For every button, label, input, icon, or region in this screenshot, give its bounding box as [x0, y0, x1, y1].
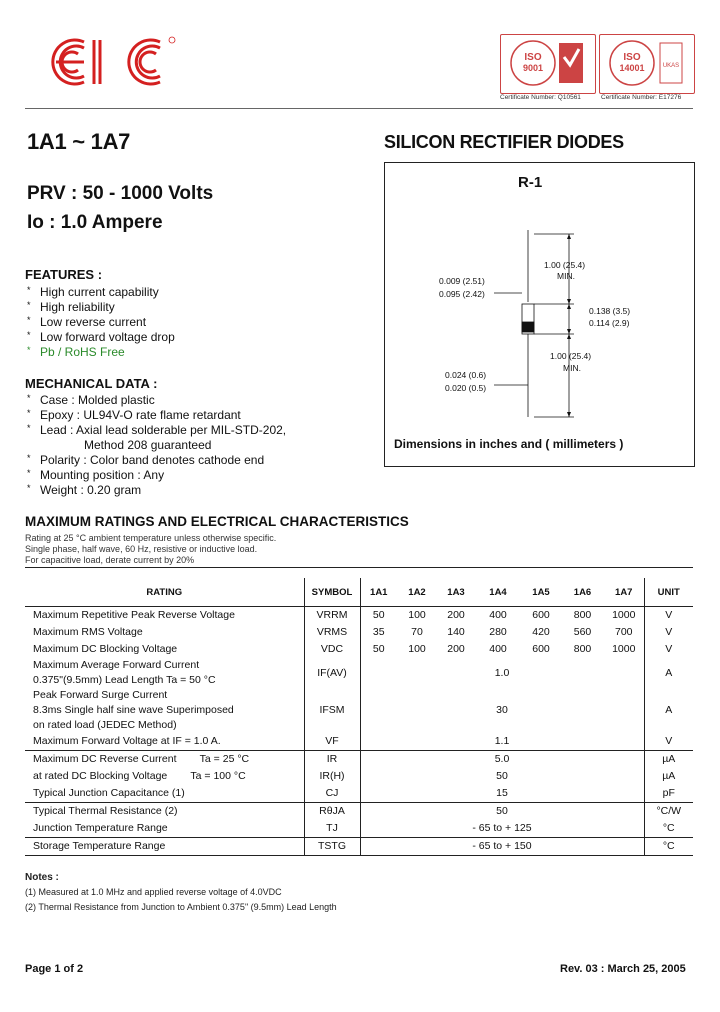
cell: 1.0	[360, 658, 644, 688]
mechanical-item: * Epoxy : UL94V-O rate flame retardant	[27, 408, 241, 422]
row-label: Typical Thermal Resistance (2)	[33, 805, 178, 817]
col-1a7: 1A7	[615, 586, 633, 598]
iso14001-badge	[599, 34, 695, 94]
cell: 70	[411, 626, 423, 638]
table-row	[25, 688, 693, 733]
cell: 35	[360, 624, 397, 641]
row-symbol: VF	[304, 733, 360, 751]
cell: 1000	[612, 643, 636, 655]
col-rating: RATING	[146, 586, 183, 598]
mechanical-item-cont: Method 208 guaranteed	[84, 438, 212, 452]
revision-date: Rev. 03 : March 25, 2005	[560, 963, 686, 975]
row-symbol: TSTG	[304, 838, 360, 856]
dim-top-lead: 1.00 (25.4)	[544, 260, 586, 270]
cell: 5.0	[360, 751, 644, 769]
cell: 1000	[612, 609, 636, 621]
cell: 560	[573, 626, 592, 638]
table-row	[25, 768, 693, 785]
row-unit: V	[644, 641, 693, 658]
row-label: Maximum Repetitive Peak Reverse Voltage	[33, 609, 235, 621]
row-unit: °C	[644, 838, 693, 856]
dim-wire1: 0.024 (0.6)	[445, 370, 487, 380]
row-label: at rated DC Blocking Voltage Ta = 100 °C	[33, 770, 246, 782]
feature-item: * Low reverse current	[27, 315, 147, 329]
prv-spec: PRV : 50 - 1000 Volts	[27, 183, 214, 204]
mechanical-item: * Case : Molded plastic	[27, 393, 155, 407]
mechanical-item: * Polarity : Color band denotes cathode end	[27, 453, 265, 467]
dimensions-caption: Dimensions in inches and ( millimeters )	[394, 437, 624, 451]
row-symbol: TJ	[304, 820, 360, 838]
col-1a6: 1A6	[573, 586, 592, 598]
row-label: Maximum Forward Voltage at IF = 1.0 A.	[33, 735, 221, 747]
table-row	[25, 785, 693, 803]
svg-text:ISO: ISO	[623, 52, 641, 63]
cell: 100	[408, 643, 426, 655]
table-row	[25, 803, 693, 821]
row-symbol: VRMS	[304, 624, 360, 641]
dim-body1: 0.138 (3.5)	[589, 306, 631, 316]
table-row	[25, 658, 693, 688]
dim-bot-min: MIN.	[563, 363, 581, 373]
dim-top-min: MIN.	[557, 271, 575, 281]
table-row	[25, 838, 693, 856]
row-symbol: VRRM	[304, 607, 360, 625]
diode-outline-drawing	[384, 162, 694, 442]
cell: 400	[489, 609, 507, 621]
svg-text:ISO: ISO	[524, 52, 542, 63]
svg-text:UKAS: UKAS	[662, 63, 680, 69]
svg-text:14001: 14001	[619, 63, 645, 73]
io-spec: Io : 1.0 Ampere	[27, 212, 163, 233]
cell: 30	[360, 688, 644, 733]
header-divider	[25, 108, 693, 109]
feature-item-rohs: * Pb / RoHS Free	[27, 345, 125, 359]
row-symbol: RθJA	[304, 803, 360, 821]
row-unit: pF	[644, 785, 693, 803]
iso9001-seal-icon	[501, 35, 595, 93]
feature-item: * Low forward voltage drop	[27, 330, 175, 344]
row-unit: °C	[644, 820, 693, 838]
row-label: Maximum DC Reverse Current Ta = 25 °C	[33, 753, 250, 765]
features-title: FEATURES :	[25, 267, 103, 282]
cell: 420	[532, 626, 550, 638]
row-unit: °C/W	[644, 803, 693, 821]
row-unit: V	[644, 607, 693, 625]
cell: 140	[447, 626, 465, 638]
cell: - 65 to + 150	[360, 838, 644, 856]
iso9001-badge	[500, 34, 596, 94]
row-label: Peak Forward Surge Current 8.3ms Single half sine wave Superimposed on rated load (JEDEC Method)	[33, 689, 234, 731]
col-1a1: 1A1	[360, 578, 397, 607]
cell: 50	[360, 607, 397, 625]
package-name: R-1	[518, 174, 543, 191]
mechanical-item: * Mounting position : Any	[27, 468, 165, 482]
row-symbol: IR	[304, 751, 360, 769]
table-row	[25, 607, 693, 625]
iso14001-seal-icon	[600, 35, 694, 93]
ratings-note: Rating at 25 °C ambient temperature unless otherwise specific.	[25, 533, 277, 543]
table-header-row	[25, 578, 693, 607]
row-unit: µA	[644, 751, 693, 769]
cell: - 65 to + 125	[360, 820, 644, 838]
mechanical-item: * Weight : 0.20 gram	[27, 483, 142, 497]
mechanical-item: * Lead : Axial lead solderable per MIL-STD-202,	[27, 423, 287, 437]
cell: 50	[360, 803, 644, 821]
cell: 600	[532, 643, 550, 655]
row-symbol: IFSM	[304, 688, 360, 733]
eic-logo	[40, 34, 180, 90]
table-row	[25, 641, 693, 658]
feature-item: * High reliability	[27, 300, 115, 314]
row-symbol: IF(AV)	[304, 658, 360, 688]
row-label: Maximum Average Forward Current 0.375"(9.5mm) Lead Length Ta = 50 °C	[33, 659, 216, 686]
dim-body2: 0.114 (2.9)	[589, 318, 630, 328]
dim-wire2: 0.020 (0.5)	[445, 383, 487, 393]
dim-lead-dia1: 0.009 (2.51)	[439, 276, 485, 286]
row-label: Maximum RMS Voltage	[33, 626, 143, 638]
cell: 800	[573, 643, 592, 655]
svg-text:9001: 9001	[522, 63, 544, 73]
cell: 700	[614, 626, 633, 638]
row-symbol: IR(H)	[304, 768, 360, 785]
col-1a4: 1A4	[489, 586, 507, 598]
cell: 280	[489, 626, 507, 638]
cell: 50	[360, 768, 644, 785]
table-row	[25, 820, 693, 838]
note-2: (2) Thermal Resistance from Junction to Ambient 0.375" (9.5mm) Lead Length	[25, 902, 337, 912]
dim-lead-dia2: 0.095 (2.42)	[439, 289, 485, 299]
cell: 100	[408, 609, 426, 621]
product-heading: SILICON RECTIFIER DIODES	[384, 132, 624, 152]
table-row	[25, 733, 693, 751]
row-unit: A	[644, 688, 693, 733]
cert2-number: Certificate Number: E17276	[601, 94, 682, 101]
dim-bot-lead: 1.00 (25.4)	[550, 351, 592, 361]
feature-item: * High current capability	[27, 285, 159, 299]
part-number-title: 1A1 ~ 1A7	[27, 129, 131, 154]
row-label: Storage Temperature Range	[33, 840, 166, 852]
col-1a5: 1A5	[532, 586, 550, 598]
table-row	[25, 751, 693, 769]
col-1a3: 1A3	[447, 586, 465, 598]
row-unit: V	[644, 733, 693, 751]
cell: 1.1	[360, 733, 644, 751]
cell: 800	[573, 609, 592, 621]
cell: 400	[489, 643, 507, 655]
cell: 15	[360, 785, 644, 803]
ratings-table	[25, 578, 693, 856]
col-symbol: SYMBOL	[304, 578, 360, 607]
row-unit: A	[644, 658, 693, 688]
table-row	[25, 624, 693, 641]
ratings-note: For capacitive load, derate current by 20%	[25, 555, 195, 565]
ratings-title: MAXIMUM RATINGS AND ELECTRICAL CHARACTERISTICS	[25, 514, 409, 529]
cell: 200	[447, 609, 465, 621]
col-1a2: 1A2	[408, 586, 426, 598]
cell: 50	[360, 641, 397, 658]
ratings-note: Single phase, half wave, 60 Hz, resistive or inductive load.	[25, 544, 258, 554]
ratings-divider	[25, 567, 693, 568]
mechanical-title: MECHANICAL DATA :	[25, 376, 158, 391]
row-unit: V	[644, 624, 693, 641]
row-symbol: VDC	[304, 641, 360, 658]
cell: 200	[447, 643, 465, 655]
page-number: Page 1 of 2	[25, 963, 84, 975]
row-unit: µA	[644, 768, 693, 785]
row-label: Typical Junction Capacitance (1)	[33, 787, 185, 799]
row-label: Maximum DC Blocking Voltage	[33, 643, 178, 655]
notes-title: Notes :	[25, 872, 59, 883]
cert1-number: Certificate Number: Q10561	[500, 94, 581, 101]
note-1: (1) Measured at 1.0 MHz and applied reverse voltage of 4.0VDC	[25, 887, 282, 897]
row-symbol: CJ	[304, 785, 360, 803]
col-unit: UNIT	[644, 578, 693, 607]
cell: 600	[532, 609, 550, 621]
row-label: Junction Temperature Range	[33, 822, 168, 834]
